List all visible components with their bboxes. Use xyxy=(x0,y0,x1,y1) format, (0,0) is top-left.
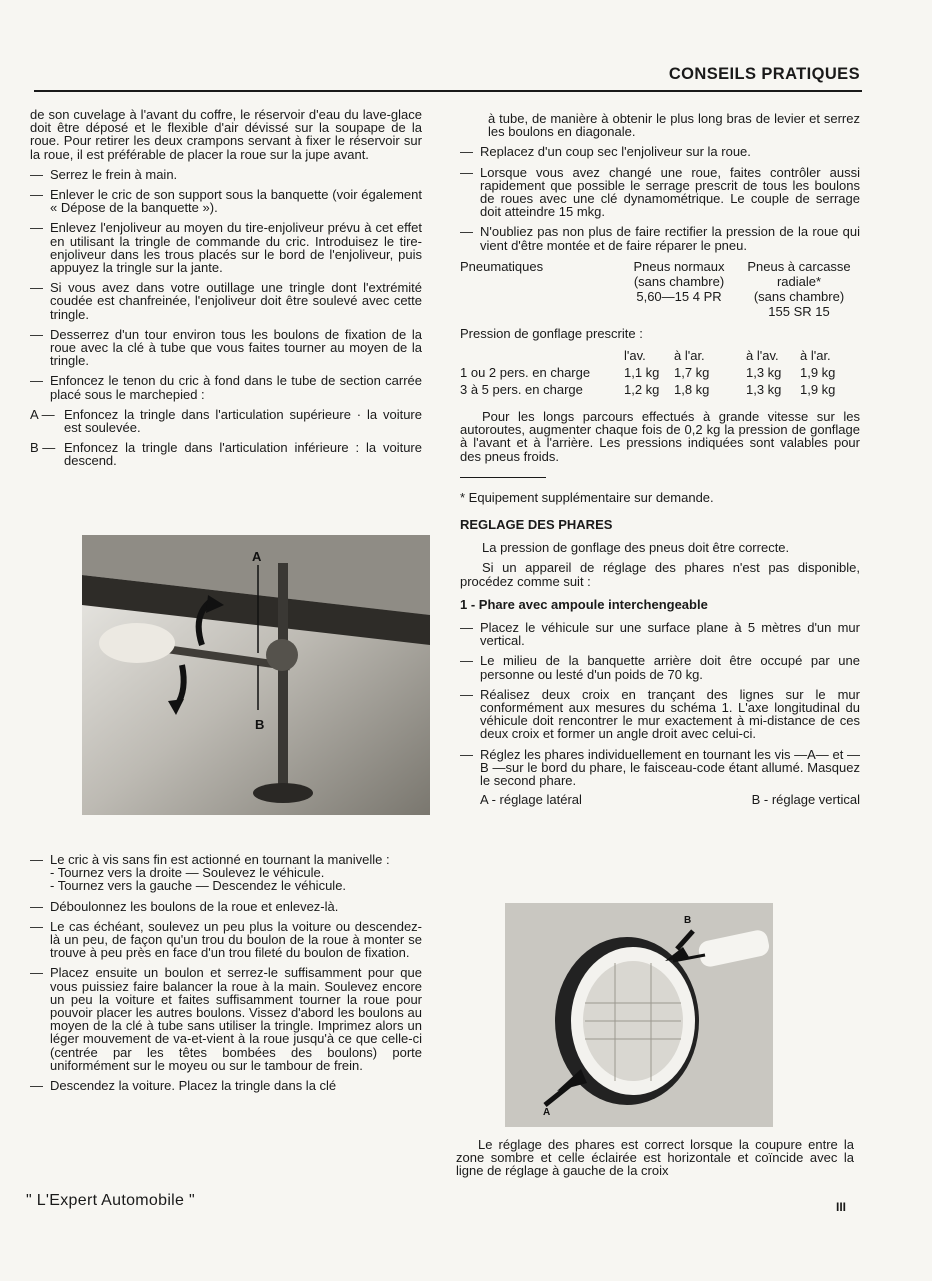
long-trips-paragraph: Pour les longs parcours effectués à grande vitesse sur les autoroutes, augmenter chaque fois de 0,2 kg la pression de gonflage à l'avant et à l'arrière. Les pressions indiquées sont valables pour des pneus froids. xyxy=(460,409,860,464)
list-item: — Descendez la voiture. Placez la tringle dans la clé xyxy=(30,1079,422,1092)
pressure-cell: 1,8 kg xyxy=(674,382,710,398)
adjustment-a-label: A - réglage latéral xyxy=(480,792,582,808)
figure-label-b: B xyxy=(684,915,692,926)
sub-title: 1 - Phare avec ampoule interchengeable xyxy=(460,596,708,612)
footnote-rule xyxy=(460,477,546,478)
tyre-label: Pneumatiques xyxy=(460,258,544,274)
list-item: — Enlever le cric de son support sous la banquette (voir également « Dépose de la banquette »). xyxy=(30,188,422,214)
left-column xyxy=(30,108,422,475)
headlamp-illustration xyxy=(505,903,773,1127)
list-item: — Réalisez deux croix en trançant des lignes sur le mur conformément aux mesures du schéma 1. L'axe longitudinal du véhicule doit rencontrer le mur exactement à mi-distance de ces deux croix et former un angle droit avec celui-ci. xyxy=(460,688,860,741)
list-item: — Le cas échéant, soulevez un peu plus la voiture ou descendez-là un peu, de façon qu'un trou du boulon de la roue à monter se trouve à peu près en face d'un trou fileté du boulon de fixation. xyxy=(30,920,422,960)
pressure-cell: 1,9 kg xyxy=(800,382,836,398)
lettered-item-a xyxy=(30,408,422,434)
pressure-cell: 1,1 kg xyxy=(624,365,660,381)
left-intro-paragraph: de son cuvelage à l'avant du coffre, le réservoir d'eau du lave-glace doit être déposé et le flexible d'air dévissé sur la soupape de la roue. Pour retirer les deux crampons servant à fixer le réservoir sur la roue, il est préférable de placer la roue sur la jupe avant. xyxy=(30,107,422,162)
tyre-cell: Pneus à carcasse xyxy=(747,258,851,274)
list-item: — Réglez les phares individuellement en tournant les vis —A— et —B —sur le bord du phare, le faisceau-code étant allumé. Masquez le second phare. xyxy=(460,748,860,788)
list-item: — Replacez d'un coup sec l'enjoliveur sur la roue. xyxy=(460,145,860,158)
tyre-col-radial xyxy=(738,259,860,319)
list-item-text: Le cric à vis sans fin est actionné en tournant la manivelle : xyxy=(50,852,390,867)
section-title: REGLAGE DES PHARES xyxy=(460,517,613,533)
figure-label-a: A xyxy=(252,549,262,564)
list-item: — Lorsque vous avez changé une roue, faites contrôler aussi rapidement que possible le serrage prescrit de tous les boulons de roues avec une clé dynamométrique. Le couple de serrage doit atteindre 15 mkg. xyxy=(460,166,860,219)
list-item: — Si vous avez dans votre outillage une tringle dont l'extrémité coudée est chanfreinée, l'enjoliveur doit être soulevé avec cette tringle. xyxy=(30,281,422,321)
tyre-cell: 155 SR 15 xyxy=(768,303,830,319)
tyre-cell: Pneus normaux xyxy=(633,258,725,274)
pressure-cell: 1,9 kg xyxy=(800,365,836,381)
pressure-head: l'av. xyxy=(624,348,646,364)
list-item: — Enfoncez le tenon du cric à fond dans le tube de section carrée placé sous le marchepied : xyxy=(30,374,422,400)
left-column-lower xyxy=(30,853,422,1099)
pressure-cell: 1,2 kg xyxy=(624,382,660,398)
tyre-cell: (sans chambre) xyxy=(753,288,845,304)
lettered-text: Enfoncez la tringle dans l'articulation inférieure : la voiture descend. xyxy=(64,440,422,469)
letter-mark: B — xyxy=(30,440,56,456)
footer-publication: " L'Expert Automobile " xyxy=(26,1192,195,1209)
paragraph: Si un appareil de réglage des phares n'est pas disponible, procédez comme suit : xyxy=(460,560,860,589)
tyre-col-normal xyxy=(620,259,738,319)
sub-line: - Tournez vers la droite — Soulevez le véhicule. xyxy=(50,865,325,881)
adjustment-legend xyxy=(460,793,860,806)
right-column xyxy=(460,112,860,807)
continued-paragraph: à tube, de manière à obtenir le plus long bras de levier et serrez les boulons en diagonale. xyxy=(488,111,860,140)
pressure-cell: 1,3 kg xyxy=(746,365,782,381)
paragraph: La pression de gonflage des pneus doit être correcte. xyxy=(482,540,790,556)
table-row xyxy=(460,381,835,398)
tyre-cell: (sans chambre) xyxy=(633,273,725,289)
figure-label-b: B xyxy=(255,717,265,732)
list-item: — Enlevez l'enjoliveur au moyen du tire-enjoliveur prévu à cet effet en utilisant la tringle de commande du cric. Introduisez le tire-enjoliveur dans les trous placés sur le bord de l'enjoliveur, puis appuyez la tringle sur la jante. xyxy=(30,221,422,274)
pressure-row-label: 1 ou 2 pers. en charge xyxy=(460,365,591,381)
sub-line: - Tournez vers la gauche — Descendez le véhicule. xyxy=(50,878,347,894)
list-item: — Placez ensuite un boulon et serrez-le suffisamment pour que vous puissiez faire balancer la roue à la main. Soulevez encore un peu la voiture et faites suffisamment tourner la roue pour pouvoir placer les autres boulons. Vissez d'abord les boulons au moyen de la clé à tube sans utiliser la tringle. Imprimez alors un léger mouvement de va-et-vient à la roue jusqu'à ce que celle-ci (centrée par les têtes bombées des boulons) porte uniformément sur le moyeu ou sur le tambour de frein. xyxy=(30,966,422,1072)
list-item: — N'oubliez pas non plus de faire rectifier la pression de la roue qui vient d'être montée et de faire réparer le pneu. xyxy=(460,225,860,251)
headlamp-photo xyxy=(505,903,773,1127)
adjustment-b-label: B - réglage vertical xyxy=(751,792,860,808)
lettered-text: Enfoncez la tringle dans l'articulation supérieure · la voiture est soulevée. xyxy=(64,406,422,436)
list-item xyxy=(30,853,422,893)
page-number: III xyxy=(836,1200,847,1214)
tyre-cell: radiale* xyxy=(776,273,822,289)
header-rule xyxy=(34,90,862,92)
pressure-table xyxy=(460,347,835,398)
pressure-cell: 1,3 kg xyxy=(746,382,782,398)
list-item: — Le milieu de la banquette arrière doit être occupé par une personne ou lesté d'un poids de 70 kg. xyxy=(460,654,860,680)
pressure-row-label: 3 à 5 pers. en charge xyxy=(460,382,583,398)
footnote: * Equipement supplémentaire sur demande. xyxy=(460,489,714,505)
list-item: — Déboulonnez les boulons de la roue et enlevez-là. xyxy=(30,900,422,913)
tyre-cell: 5,60—15 4 PR xyxy=(636,288,722,304)
list-item: — Serrez le frein à main. xyxy=(30,168,422,181)
pressure-label: Pression de gonflage prescrite : xyxy=(460,325,643,341)
pressure-cell: 1,7 kg xyxy=(674,365,710,381)
jack-illustration xyxy=(82,535,430,815)
headlamp-caption: Le réglage des phares est correct lorsque la coupure entre la zone sombre et celle éclairée est horizontale et coïncide avec la ligne de réglage à gauche de la croix xyxy=(456,1137,854,1179)
letter-mark: A — xyxy=(30,406,55,422)
pressure-head: à l'ar. xyxy=(674,348,705,364)
list-item: — Placez le véhicule sur une surface plane à 5 mètres d'un mur vertical. xyxy=(460,621,860,647)
lettered-item-b xyxy=(30,441,422,467)
pressure-head: à l'av. xyxy=(746,348,779,364)
pressure-head: à l'ar. xyxy=(800,348,831,364)
list-item: — Desserrez d'un tour environ tous les boulons de fixation de la roue avec la clé à tube que vous faites tourner au moyen de la tringle. xyxy=(30,328,422,368)
tyre-table xyxy=(460,259,860,319)
figure-label-a: A xyxy=(543,1107,551,1118)
table-row xyxy=(460,364,835,381)
page-header-title: CONSEILS PRATIQUES xyxy=(668,65,860,83)
table-row xyxy=(460,347,835,364)
jack-photo xyxy=(82,535,430,815)
